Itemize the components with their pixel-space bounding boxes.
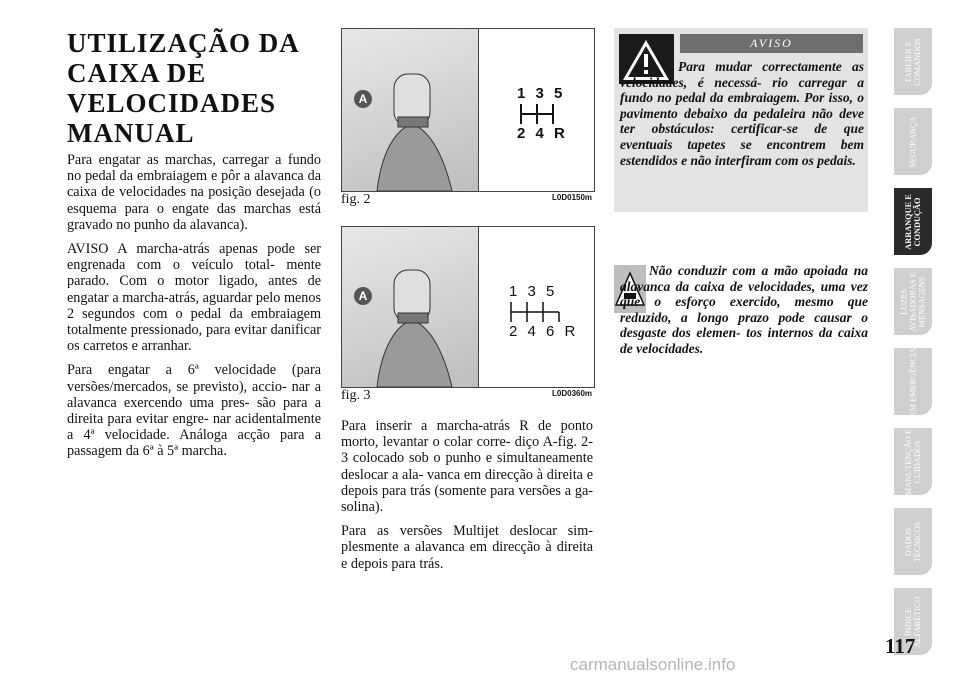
tab-dados-tecnicos[interactable] xyxy=(894,508,932,575)
paragraph: AVISO A marcha-atrás apenas pode ser engrenada com o veículo total- mente parado. Com o motor ligado, antes de engatar a marcha-atrás, aguardar pelo menos 2 segundos com o pedal da embraiagem totalmente pressionado, para evitar danificar os carretos e arranhar. xyxy=(67,241,321,355)
title-line: MANUAL xyxy=(67,118,195,148)
gear-bottom-row: 2 4 6 R xyxy=(509,323,579,340)
tab-label: LUZES AVISADORAS E MENSAGENS xyxy=(899,272,927,332)
marker-a: A xyxy=(354,287,372,305)
paragraph: Para engatar as marchas, carregar a fundo no pedal da embraiagem e pôr a alavanca da caixa de velocidades na posição desejada (o esquema para o engate das marchas está gravado no punho da alavanca). xyxy=(67,152,321,233)
shift-pattern xyxy=(479,227,594,387)
shift-gate-icon xyxy=(479,29,594,191)
title-line: CAIXA DE xyxy=(67,58,207,88)
shift-pattern xyxy=(479,29,594,191)
figure-code: L0D0150m xyxy=(552,193,593,202)
gear-lever-drawing xyxy=(342,227,478,387)
tab-label: ÍNDICE ALFABÉTICO xyxy=(904,596,922,648)
gear-top-row: 1 3 5 xyxy=(509,283,558,300)
shift-gate-icon xyxy=(479,227,594,387)
middle-column xyxy=(341,418,593,580)
tab-arranque-e-conducao[interactable] xyxy=(894,188,932,255)
tab-label: DADOS TÉCNICOS xyxy=(904,521,922,563)
figure-code: L0D0360m xyxy=(552,389,593,398)
tab-luzes-avisadoras[interactable] xyxy=(894,268,932,335)
warning-text: Para mudar correctamente as velocidades, é necessá- rio carregar a fundo no pedal da embraiagem. Por isso, o pavimento debaixo da pedaleira não deve ter obstáculos: certificar-se de que eventuais tapetes se encontrem bem estendidos e não interfiram com os pedais. xyxy=(620,59,864,168)
paragraph: Para inserir a marcha-atrás R de ponto morto, levantar o colar corre- diço A-fig. 2-3 colocado sob o punho e simultaneamente deslocar a ala- vanca em direcção à direita e depois para trás (somente para versões a ga- solina). xyxy=(341,418,593,516)
gear-lever-photo xyxy=(342,29,479,191)
page-title xyxy=(67,28,317,148)
page-number: 117 xyxy=(885,634,916,658)
tab-label: EM EMERGÊNCIA xyxy=(908,347,918,417)
title-line: VELOCIDADES xyxy=(67,88,277,118)
tab-label: TABLIER E COMANDOS xyxy=(904,38,922,86)
paragraph: Para engatar a 6ª velocidade (para versões/mercados, se previsto), accio- nar a alavanca exercendo uma pres- são para a direita para evitar engre- nar acidentalmente a 4ª velocidade. Análoga acção para a passagem da 6ª à 5ª marcha. xyxy=(67,362,321,460)
figure-caption: fig. 2 xyxy=(341,192,371,207)
gear-lever-photo xyxy=(342,227,479,387)
left-column xyxy=(67,152,321,468)
tab-seguranca[interactable] xyxy=(894,108,932,175)
figure-2 xyxy=(341,28,595,192)
figure-caption: fig. 3 xyxy=(341,388,371,403)
gear-bottom-row: 2 4 R xyxy=(517,125,568,142)
figure-3 xyxy=(341,226,595,388)
tab-manutencao-e-cuidados[interactable] xyxy=(894,428,932,495)
tab-em-emergencia[interactable] xyxy=(894,348,932,415)
tab-tablier-e-comandos[interactable] xyxy=(894,28,932,95)
title-line: UTILIZAÇÃO DA xyxy=(67,28,300,58)
tab-label: SEGURANÇA xyxy=(908,116,918,168)
warning-tab: AVISO xyxy=(680,34,863,53)
gear-lever-drawing xyxy=(342,29,478,191)
caution-text: Não conduzir com a mão apoiada na alavanca da caixa de velocidades, uma vez que o esforço exercido, mesmo que reduzido, a longo prazo pode causar o desgaste dos elemen- tos internos da caixa de velocidades. xyxy=(620,263,868,356)
tab-label: MANUTENÇÃO E CUIDADOS xyxy=(904,428,922,496)
gear-top-row: 1 3 5 xyxy=(517,85,566,102)
tab-label: ARRANQUE E CONDUÇÃO xyxy=(904,194,922,250)
paragraph: Para as versões Multijet deslocar sim- plesmente a alavanca em direcção à direita e depois para trás. xyxy=(341,523,593,572)
marker-a: A xyxy=(354,90,372,108)
watermark: carmanualsonline.info xyxy=(570,655,736,674)
